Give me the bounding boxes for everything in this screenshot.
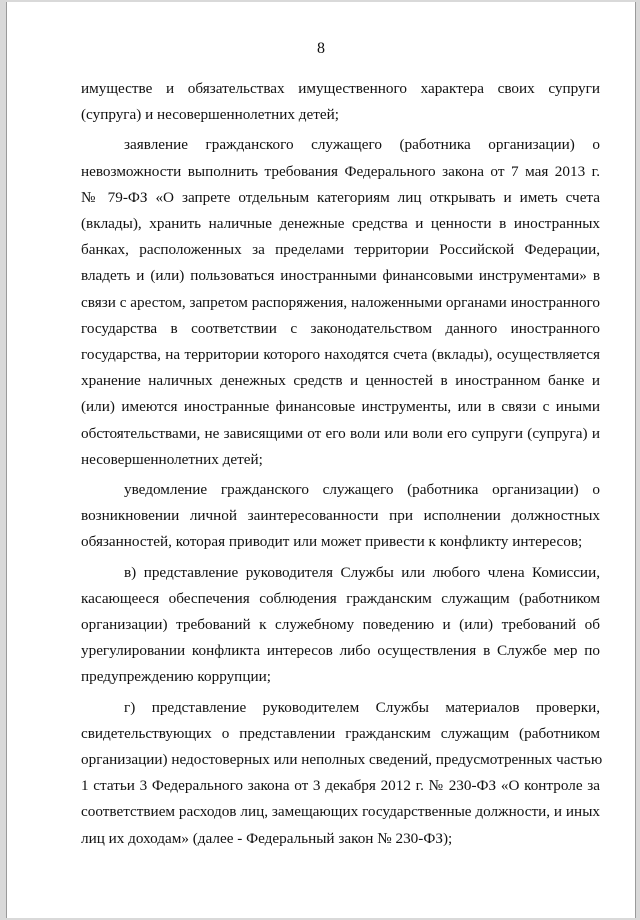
- text-line: предупреждению коррупции;: [81, 668, 271, 686]
- text-line: свидетельствующих о представлении гражданским служащим (работником: [81, 724, 600, 742]
- text-line: организации) требований к служебному поведению и (или) требований об: [81, 616, 600, 634]
- text-line: № 79-ФЗ «О запрете отдельным категориям лиц открывать и иметь счета: [81, 188, 600, 206]
- paragraph: [81, 477, 600, 556]
- text-line: банках, расположенных за пределами территории Российской Федерации,: [81, 241, 600, 259]
- text-line: невозможности выполнить требования Федерального закона от 7 мая 2013 г.: [81, 162, 600, 180]
- text-line: (вклады), хранить наличные денежные средства и ценности в иностранных: [81, 215, 600, 233]
- paragraph: [81, 76, 600, 128]
- text-line: уведомление гражданского служащего (работника организации) о: [124, 481, 600, 499]
- text-line: организации) недостоверных или неполных сведений, предусмотренных частью: [81, 751, 603, 769]
- text-line: владеть и (или) пользоваться иностранными финансовыми инструментами» в: [81, 267, 600, 285]
- text-line: возникновении личной заинтересованности при исполнении должностных: [81, 507, 600, 525]
- text-line: касающееся обеспечения соблюдения гражданским служащим (работником: [81, 589, 600, 607]
- text-line: обстоятельствами, не зависящими от его воли или воли его супруги (супруга) и: [81, 424, 600, 442]
- text-line: государства в соответствии с законодательством данного иностранного: [81, 319, 600, 337]
- text-line: (или) имеются иностранные финансовые инструменты, или в связи с иными: [81, 398, 600, 416]
- text-line: урегулировании конфликта интересов либо осуществления в Службе мер по: [81, 642, 600, 660]
- text-line: связи с арестом, запретом распоряжения, наложенными органами иностранного: [81, 293, 600, 311]
- document-page: [6, 2, 636, 918]
- text-line: г) представление руководителем Службы материалов проверки,: [124, 698, 600, 716]
- text-line: соответствием расходов лиц, замещающих государственные должности, и иных: [81, 803, 600, 821]
- text-line: несовершеннолетних детей;: [81, 450, 263, 468]
- text-line: лиц их доходам» (далее - Федеральный закон № 230-ФЗ);: [81, 829, 453, 847]
- text-line: обязанностей, которая приводит или может привести к конфликту интересов;: [81, 533, 583, 551]
- page-number: 8: [317, 40, 325, 57]
- paragraph: [81, 560, 600, 691]
- paragraph: [81, 695, 603, 852]
- text-line: имуществе и обязательствах имущественного характера своих супруги: [81, 80, 600, 97]
- document-body: [81, 76, 603, 852]
- text-line: (супруга) и несовершеннолетних детей;: [81, 106, 339, 124]
- text-line: заявление гражданского служащего (работника организации) о: [124, 136, 600, 154]
- text-line: хранение наличных денежных средств и ценностей в иностранном банке и: [81, 372, 600, 390]
- text-line: государства, на территории которого находятся счета (вклады), осуществляется: [81, 346, 600, 364]
- paragraph: [81, 132, 600, 473]
- text-line: в) представление руководителя Службы или любого члена Комиссии,: [124, 563, 600, 581]
- text-line: 1 статьи 3 Федерального закона от 3 декабря 2012 г. № 230-ФЗ «О контроле за: [81, 777, 600, 795]
